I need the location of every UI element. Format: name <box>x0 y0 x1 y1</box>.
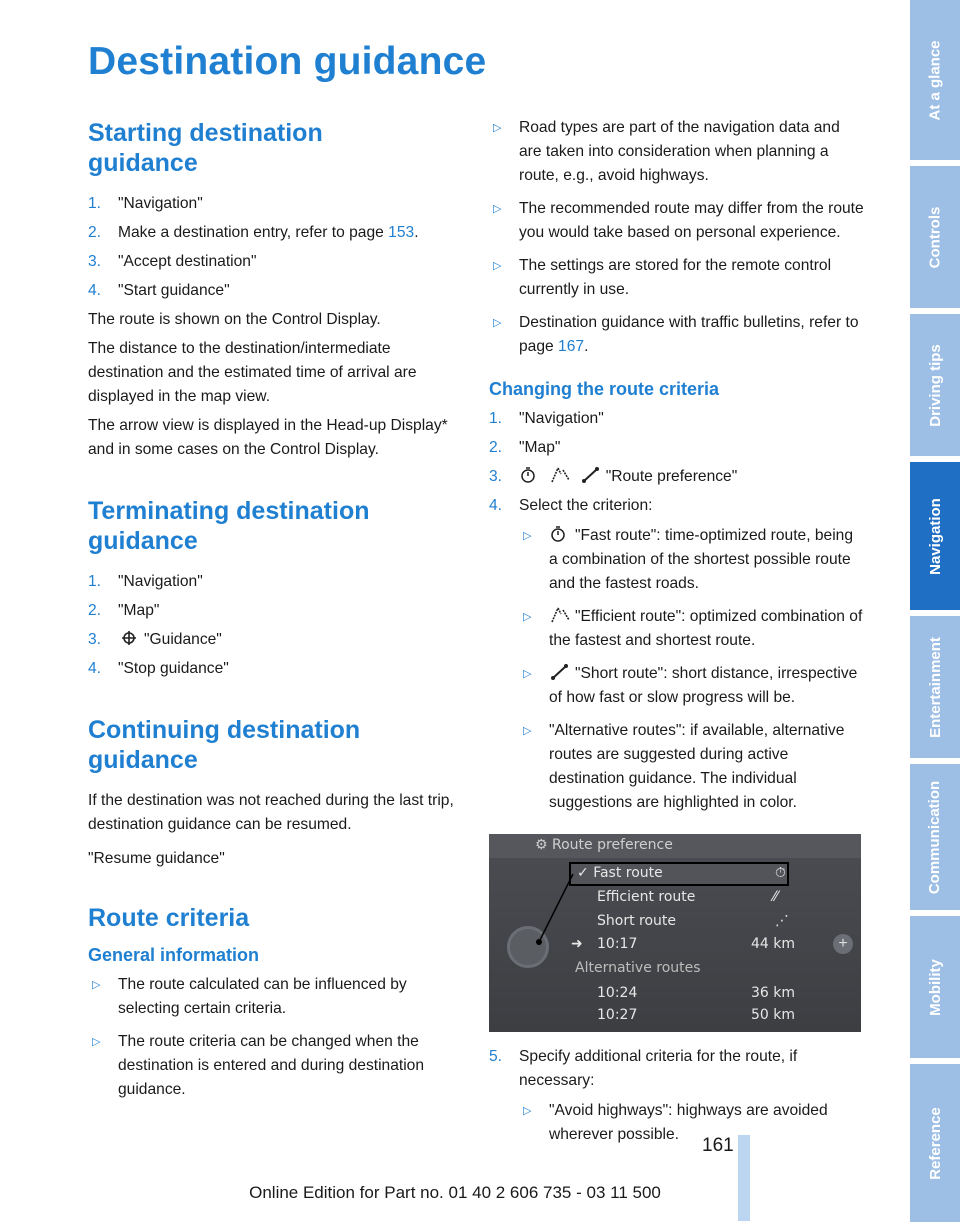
efficient-route-icon: ⁄⁄ <box>773 889 778 905</box>
tab-driving-tips[interactable]: Driving tips <box>910 314 960 456</box>
efficient-route-icon <box>549 467 571 483</box>
alt-route-2-time[interactable]: 10:27 <box>597 1007 638 1023</box>
list-item: ▷ "Fast route": time-optimized route, being a combination of the shortest possible route and the fastest roads. <box>523 527 854 592</box>
list-item: 1. "Navigation" <box>489 410 604 427</box>
subsection-title: Changing the route criteria <box>489 379 720 399</box>
list-item: ▷ The route criteria can be changed when the destination is entered and during destination guidance. <box>92 1033 425 1098</box>
paragraph: The distance to the destination/intermediate destination and the estimated time of arrival are displayed in the map view. <box>88 340 417 405</box>
step-5 <box>489 1045 864 1156</box>
tab-entertainment[interactable]: Entertainment <box>910 616 960 758</box>
list-item: 1. "Navigation" <box>88 573 203 590</box>
callout-line <box>489 834 861 1032</box>
tab-navigation[interactable]: Navigation <box>910 462 960 610</box>
paragraph: The route is shown on the Control Display. <box>88 311 381 328</box>
left-column <box>88 118 463 1111</box>
list-item: 2. Make a destination entry, refer to page 153. <box>88 224 419 241</box>
list-item: ▷ "Efficient route": optimized combination of the fastest and shortest route. <box>523 608 863 649</box>
control-display-screenshot <box>489 834 861 1032</box>
short-route-icon <box>549 664 571 680</box>
section-title-terminating: Terminating destination guidance <box>88 497 370 555</box>
list-item: ▷ The recommended route may differ from the route you would take based on personal experience. <box>493 200 864 241</box>
stopwatch-icon <box>519 467 541 483</box>
current-route-time: 10:17 <box>597 936 638 952</box>
guidance-icon <box>118 630 140 646</box>
alternative-routes-label: Alternative routes <box>575 960 701 976</box>
page-link-167[interactable]: 167 <box>558 338 585 355</box>
tab-reference[interactable]: Reference <box>910 1064 960 1222</box>
chapter-tabs <box>910 0 960 1222</box>
zoom-plus-icon: + <box>833 934 853 954</box>
list-item: 5. Specify additional criteria for the route, if necessary: ▷ "Avoid highways": highways are avoided wherever possible. <box>489 1045 864 1147</box>
list-item: ▷ The settings are stored for the remote control currently in use. <box>493 257 832 298</box>
alt-route-2-distance: 50 km <box>751 1007 796 1023</box>
paragraph: The arrow view is displayed in the Head-up Display* and in some cases on the Control Display. <box>88 417 448 458</box>
page-number: 161 <box>702 1135 734 1156</box>
footer: Online Edition for Part no. 01 40 2 606 735 - 03 11 500 <box>249 1183 661 1202</box>
list-item: 3. "Route preference" <box>489 468 738 485</box>
list-item: 3. "Accept destination" <box>88 253 257 270</box>
stopwatch-icon: ⏱ <box>775 865 786 881</box>
screen-item-short-route[interactable]: Short route <box>597 913 677 929</box>
page-title: Destination guidance <box>88 40 487 83</box>
alt-route-1-time[interactable]: 10:24 <box>597 985 638 1001</box>
list-item: 2. "Map" <box>88 602 160 619</box>
tab-controls[interactable]: Controls <box>910 166 960 308</box>
short-route-icon: ⋰ <box>775 913 789 929</box>
screen-header: ⚙ Route preference <box>535 837 673 853</box>
list-item: ▷ "Avoid highways": highways are avoided wherever possible. <box>523 1102 828 1143</box>
section-title-route-criteria: Route criteria <box>88 904 250 932</box>
list-item: ▷ "Short route": short distance, irrespective of how fast or slow progress will be. <box>523 665 858 706</box>
list-item: 4. "Start guidance" <box>88 282 230 299</box>
tab-at-a-glance[interactable]: At a glance <box>910 0 960 160</box>
paragraph: "Resume guidance" <box>88 850 225 867</box>
subsection-title: General information <box>88 945 260 965</box>
tab-mobility[interactable]: Mobility <box>910 916 960 1058</box>
screen-item-fast-route[interactable]: ✓ Fast route <box>577 865 663 881</box>
list-item: 3. "Guidance" <box>88 631 222 648</box>
stopwatch-icon <box>549 526 571 542</box>
alt-route-1-distance: 36 km <box>751 985 796 1001</box>
section-title-continuing: Continuing destination guidance <box>88 716 361 774</box>
right-column <box>489 116 864 824</box>
section-title-starting: Starting destination guidance <box>88 119 323 177</box>
list-item: 1. "Navigation" <box>88 195 203 212</box>
list-item: ▷ The route calculated can be influenced by selecting certain criteria. <box>92 976 407 1017</box>
current-route-arrow-icon: ➜ <box>571 936 583 952</box>
list-item: 4. "Stop guidance" <box>88 660 229 677</box>
page-link-153[interactable]: 153 <box>388 224 415 241</box>
efficient-route-icon <box>549 607 571 623</box>
screen-item-efficient-route[interactable]: Efficient route <box>597 889 696 905</box>
list-item: ▷ Destination guidance with traffic bulletins, refer to page 167. <box>493 314 859 355</box>
list-item: ▷ "Alternative routes": if available, alternative routes are suggested during active destination guidance. The individual suggestions are highlighted in color. <box>523 722 845 811</box>
list-item: ▷ Road types are part of the navigation data and are taken into consideration when planning a route, e.g., avoid highways. <box>493 119 840 184</box>
list-item: 2. "Map" <box>489 439 561 456</box>
tab-communication[interactable]: Communication <box>910 764 960 910</box>
list-item: 4. Select the criterion: ▷ "Fast route": time-optimized route, being a combination of the shortest possible route and the fastest roads. ▷ "Efficient route": optimized combination of the fastest and shortest route. ▷ "Short route": short distance, irrespective of how fast or slow progress will be. ▷ "Alternative routes": if available, alternative routes are suggested during active destination guidance. The individual suggestions are highlighted in color. <box>489 494 864 815</box>
current-route-distance: 44 km <box>751 936 796 952</box>
paragraph: If the destination was not reached during the last trip, destination guidance can be resumed. <box>88 792 454 833</box>
page-marker <box>738 1135 750 1221</box>
short-route-icon <box>580 467 602 483</box>
route-preference-icon: ⚙ <box>535 837 548 853</box>
